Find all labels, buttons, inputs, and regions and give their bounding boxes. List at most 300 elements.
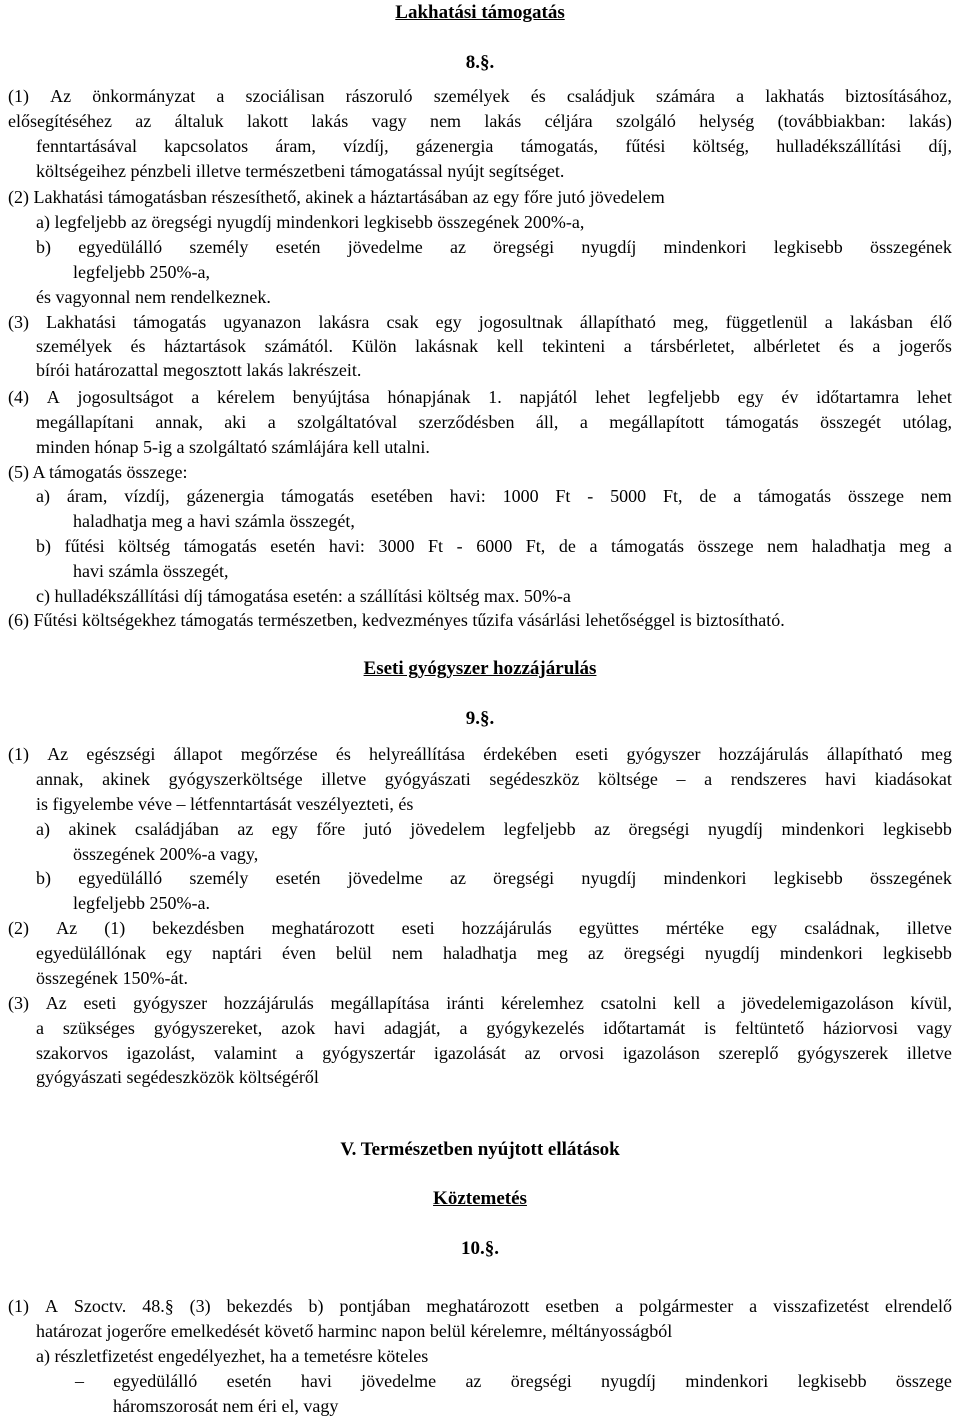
word: A [46, 387, 60, 407]
word: összege [895, 1371, 952, 1391]
word: az [594, 819, 611, 839]
word: öregségi [510, 1371, 572, 1391]
paragraph-line [8, 385, 952, 410]
word: kérelem [217, 387, 275, 407]
list-item-b [36, 534, 952, 559]
word: szolgáltatóval [297, 412, 398, 432]
word: év [781, 387, 799, 407]
word: egy [737, 387, 764, 407]
word: az [449, 868, 466, 888]
word: mindenkori [663, 237, 747, 257]
word: – [75, 1371, 84, 1391]
list-item-a: a) legfeljebb az öregségi nyugdíj mindenkori legkisebb összegének 200%-a, [36, 212, 585, 232]
word: Az [56, 918, 78, 938]
list-item-b [36, 866, 952, 891]
word: hónapjának [387, 387, 471, 407]
list-item-a [36, 817, 952, 842]
word: az [465, 1371, 482, 1391]
word: egy [751, 918, 778, 938]
word: nyugdíj [581, 237, 637, 257]
word: a [733, 486, 742, 506]
paragraph-line [36, 334, 952, 359]
word: a [267, 412, 276, 432]
word: haladhatja [442, 943, 517, 963]
word: eseti [401, 918, 435, 938]
section-10-number: 10.§. [461, 1238, 499, 1259]
word: legkisebb [773, 868, 843, 888]
word: meghatározott [426, 1296, 530, 1316]
word: nem [920, 486, 952, 506]
word: megállapított [609, 412, 705, 432]
word: egyedülálló [78, 237, 163, 257]
word: és [335, 744, 351, 764]
word: hozzájárulás [461, 918, 552, 938]
word: gyógyszerek [797, 1043, 889, 1063]
paragraph-line [36, 767, 952, 792]
section-10-title: Köztemetés [433, 1188, 527, 1209]
paragraph-line [8, 109, 952, 134]
word: a [824, 312, 833, 332]
word: naptári [211, 943, 262, 963]
word: a [623, 336, 632, 356]
word: egyedülálló [113, 1371, 198, 1391]
word: az [237, 819, 254, 839]
word: Ft [555, 486, 571, 506]
word: és [530, 86, 546, 106]
word: gyógyszereket, [153, 1018, 263, 1038]
word: biztosításához, [845, 86, 952, 106]
word: a [704, 769, 713, 789]
word: állapítható [826, 744, 903, 764]
word: egészségi [86, 744, 156, 764]
word: vízdíj, [124, 486, 170, 506]
word: bekezdés [226, 1296, 293, 1316]
word: albérletet [753, 336, 821, 356]
paragraph-line: haladhatja meg a havi számla összegét, [73, 511, 355, 531]
word: Az [50, 86, 72, 106]
word: havi [334, 1018, 366, 1038]
word: Az [47, 744, 69, 764]
word: lakásban [849, 312, 913, 332]
paragraph-line: legfeljebb 250%-a. [73, 893, 210, 913]
paragraph-line: határozat jogerőre emelkedését követő harminc napon belül kérelemre, méltányosságból [36, 1321, 673, 1341]
word: illetve [321, 769, 367, 789]
word: igazolást, [126, 1043, 196, 1063]
word: a [191, 387, 200, 407]
word: öregségi [493, 237, 555, 257]
paragraph-line [8, 991, 952, 1016]
word: segédeszköz [489, 769, 580, 789]
word: nem [767, 536, 799, 556]
word: a [736, 86, 745, 106]
word: (3) [189, 1296, 211, 1316]
word: mindenkori [779, 943, 863, 963]
dash-list-item [75, 1369, 952, 1394]
word: gyógyszertár [322, 1043, 416, 1063]
paragraph-line: összegének 200%-a vagy, [73, 844, 259, 864]
word: elősegítéséhez [8, 111, 112, 131]
word: jövedelme [347, 868, 423, 888]
word: (1) [8, 1296, 29, 1316]
word: jogosultságot [77, 387, 174, 407]
word: (2) [8, 918, 29, 938]
word: lehet [595, 387, 631, 407]
word: esetén [270, 536, 316, 556]
section-9-number: 9.§. [465, 708, 495, 729]
word: személyek [433, 86, 510, 106]
paragraph-line: gyógyászati segédeszközök költségéről [36, 1067, 319, 1087]
word: egy [271, 819, 298, 839]
word: (1) [104, 918, 126, 938]
paragraph-line [8, 310, 952, 335]
word: b) [36, 237, 51, 257]
word: (továbbiakban: [777, 111, 886, 131]
word: csak [386, 312, 419, 332]
word: (1) [8, 744, 29, 764]
word: 1000 [502, 486, 539, 506]
word: 3000 [378, 536, 415, 556]
word: áll, [535, 412, 559, 432]
paragraph-line [36, 1016, 952, 1041]
word: bekezdésben [152, 918, 245, 938]
word: rászoruló [345, 86, 413, 106]
word: nyugdíj [581, 868, 637, 888]
word: együttes [578, 918, 639, 938]
word: - [587, 486, 594, 506]
word: céljára [544, 111, 593, 131]
word: havi [825, 769, 857, 789]
word: áram, [275, 136, 316, 156]
word: meg [921, 744, 952, 764]
section-9-title: Eseti gyógyszer hozzájárulás [363, 658, 597, 679]
word: családnak, [804, 918, 880, 938]
word: szakorvos [36, 1043, 108, 1063]
word: legkisebb [882, 943, 952, 963]
word: lakott [246, 111, 288, 131]
paragraph-line: összegének 150%-át. [36, 968, 188, 988]
word: b) [36, 868, 51, 888]
word: mindenkori [781, 819, 865, 839]
word: társbérletet, [650, 336, 735, 356]
section-8-title: Lakhatási támogatás [395, 2, 565, 23]
word: támogatás, [520, 136, 599, 156]
section-8-number: 8.§. [465, 52, 495, 73]
word: legkisebb [797, 1371, 867, 1391]
word: benyújtása [292, 387, 370, 407]
word: meg [899, 536, 931, 556]
word: nem [429, 111, 461, 131]
word: mértéke [666, 918, 724, 938]
word: egyedülálló [78, 868, 163, 888]
word: a [295, 1043, 304, 1063]
word: illetve [906, 918, 952, 938]
word: a [749, 1296, 758, 1316]
word: havi [300, 1371, 332, 1391]
word: legkisebb [882, 819, 952, 839]
word: aki [224, 412, 247, 432]
word: 1. [488, 387, 502, 407]
word: meg [536, 943, 568, 963]
word: a [943, 536, 952, 556]
word: öregségi [493, 868, 555, 888]
word: akinek [68, 819, 117, 839]
word: (3) [8, 312, 29, 332]
word: állapot [173, 744, 223, 764]
word: egy [165, 943, 192, 963]
word: támogatás [725, 412, 799, 432]
word: kell [673, 993, 701, 1013]
word: pontjában [339, 1296, 411, 1316]
word: Külön [351, 336, 397, 356]
word: rendszeres [730, 769, 807, 789]
word: belül [335, 943, 372, 963]
word: megállapítása [330, 993, 430, 1013]
word: időtartamát [603, 1018, 686, 1038]
word: összegének [869, 868, 952, 888]
word: a) [36, 486, 50, 506]
word: elrendelő [885, 1296, 952, 1316]
word: személy [189, 237, 249, 257]
word: a [36, 1018, 44, 1038]
word: támogatás [281, 486, 355, 506]
word: jutó [363, 819, 392, 839]
word: a [717, 993, 726, 1013]
word: támogatás [758, 486, 832, 506]
word: öregségi [623, 943, 685, 963]
word: gyógyszer [133, 993, 208, 1013]
word: A [44, 1296, 58, 1316]
word: csatolni [600, 993, 657, 1013]
word: összege [697, 536, 754, 556]
word: hulladékszállítási [776, 136, 902, 156]
word: Szoctv. [73, 1296, 127, 1316]
word: a [589, 536, 598, 556]
word: legfeljebb [503, 819, 576, 839]
word: egyedülállónak [36, 943, 146, 963]
chapter-5-title: V. Természetben nyújtott ellátások [340, 1139, 620, 1160]
word: vagy [916, 1018, 952, 1038]
word: szociálisan [245, 86, 325, 106]
word: 6000 [476, 536, 513, 556]
word: kérelemhez [500, 993, 584, 1013]
word: jövedelme [361, 1371, 437, 1391]
word: családjában [134, 819, 219, 839]
list-item-c: c) hulladékszállítási díj támogatása esetén: a szállítási költség max. 50%-a [36, 586, 571, 606]
word: lakás [311, 111, 349, 131]
word: vagy [371, 111, 407, 131]
word: visszafizetést [773, 1296, 870, 1316]
word: önkormányzat [92, 86, 196, 106]
word: esetében [370, 486, 433, 506]
word: támogatás [611, 536, 684, 556]
word: legfeljebb [647, 387, 720, 407]
word: költsége [597, 769, 658, 789]
word: támogatás [183, 536, 257, 556]
word: orvosi [559, 1043, 605, 1063]
word: áram, [66, 486, 108, 506]
word: számára [656, 86, 715, 106]
word: költség, [692, 136, 750, 156]
paragraph-line: havi számla összegét, [73, 561, 229, 581]
word: b) [308, 1296, 324, 1316]
word: a [872, 336, 881, 356]
word: Lakhatási [46, 312, 117, 332]
word: nem [391, 943, 423, 963]
paragraph-line: háromszorosát nem éri el, vagy [113, 1396, 339, 1416]
list-item-a: a) részletfizetést engedélyezhet, ha a temetésre köteles [36, 1346, 429, 1366]
paragraph-line [8, 84, 952, 109]
word: összegét [820, 412, 882, 432]
word: mindenkori [663, 868, 747, 888]
word: jövedelemigazoláson [741, 993, 894, 1013]
word: haladhatja [811, 536, 886, 556]
word: az [135, 111, 152, 131]
word: kell [496, 336, 524, 356]
word: eseti [83, 993, 117, 1013]
word: egy [435, 312, 462, 332]
list-item-a [36, 484, 952, 509]
word: gyógyászati [384, 769, 471, 789]
word: azok [281, 1018, 316, 1038]
word: (3) [8, 993, 29, 1013]
word: utólag, [902, 412, 952, 432]
word: összege [847, 486, 904, 506]
word: eseti [575, 744, 609, 764]
word: igazoláson [622, 1043, 700, 1063]
list-item-b [36, 235, 952, 260]
paragraph-line [8, 1294, 952, 1319]
word: időtartamra [816, 387, 900, 407]
word: a [216, 86, 225, 106]
word: és [130, 336, 146, 356]
word: meghatározott [271, 918, 375, 938]
word: esetén [275, 868, 321, 888]
word: élő [929, 312, 952, 332]
word: lakás) [908, 111, 952, 131]
word: esetén [275, 237, 321, 257]
word: megőrzése [240, 744, 318, 764]
word: havi: [449, 486, 486, 506]
word: Ft [428, 536, 444, 556]
word: 48.§ [142, 1296, 174, 1316]
paragraph-line: és vagyonnal nem rendelkeznek. [36, 287, 271, 307]
word: lakás [484, 111, 522, 131]
word: díj, [928, 136, 952, 156]
word: szolgáló [615, 111, 676, 131]
word: (4) [8, 387, 29, 407]
paragraph-line [8, 742, 952, 767]
word: ugyanazon [223, 312, 302, 332]
word: személyek [36, 336, 112, 356]
word: de [699, 486, 717, 506]
word: polgármester [639, 1296, 734, 1316]
word: fűtési [64, 536, 105, 556]
word: - [456, 536, 463, 556]
word: lakásra [318, 312, 370, 332]
word: feltüntető [735, 1018, 805, 1038]
word: nyugdíj [704, 943, 760, 963]
word: gyógyszerköltsége [168, 769, 303, 789]
word: lehet [916, 387, 952, 407]
word: érdekében [483, 744, 558, 764]
word: kiadásokat [874, 769, 952, 789]
word: Ft, [663, 486, 683, 506]
word: éven [281, 943, 316, 963]
word: szerződésben [418, 412, 515, 432]
word: számától. [264, 336, 334, 356]
word: öregségi [628, 819, 690, 839]
word: az [449, 237, 466, 257]
word: összegének [869, 237, 952, 257]
word: kapcsolatos [164, 136, 249, 156]
word: tekinteni [542, 336, 606, 356]
word: mindenkori [685, 1371, 769, 1391]
word: nyugdíj [601, 1371, 657, 1391]
word: háziorvosi [823, 1018, 898, 1038]
word: és [838, 336, 854, 356]
word: adagját, [384, 1018, 441, 1038]
word: általuk [174, 111, 224, 131]
word: meg, [673, 312, 709, 332]
word: gyógykezelés [486, 1018, 585, 1038]
word: az [587, 943, 604, 963]
word: is [704, 1018, 717, 1038]
word: jogosultnak [478, 312, 563, 332]
word: hozzájárulás [223, 993, 314, 1013]
paragraph-line [36, 134, 952, 159]
word: vízdíj, [343, 136, 389, 156]
word: kívül, [910, 993, 952, 1013]
word: háztartások [164, 336, 247, 356]
word: jogerős [898, 336, 952, 356]
word: illetve [906, 1043, 952, 1063]
word: főre [316, 819, 346, 839]
word: jövedelem [410, 819, 486, 839]
paragraph-line [36, 410, 952, 435]
word: állapítható [579, 312, 656, 332]
word: de [558, 536, 576, 556]
word: megállapítani [36, 412, 134, 432]
word: 5000 [610, 486, 647, 506]
word: akinek [102, 769, 151, 789]
word: gázenergia [415, 136, 494, 156]
word: valamint [213, 1043, 277, 1063]
paragraph-line: is figyelembe véve – létfenntartását veszélyezteti, és [36, 794, 414, 814]
paragraph-line [36, 1041, 952, 1066]
word: a) [36, 819, 50, 839]
word: b) [36, 536, 51, 556]
word: iránti [446, 993, 485, 1013]
word: a [459, 1018, 468, 1038]
word: havi: [328, 536, 365, 556]
word: Ft, [525, 536, 546, 556]
word: gyógyszer [626, 744, 701, 764]
word: lakásnak [415, 336, 479, 356]
word: lakhatás [765, 86, 825, 106]
word: – [676, 769, 686, 789]
paragraph-line: (6) Fűtési költségekhez támogatás természetben, kedvezményes tűzifa vásárlási lehetőséggel is biztosítható. [8, 610, 785, 630]
word: jövedelme [347, 237, 423, 257]
word: nyugdíj [707, 819, 763, 839]
word: napjától [519, 387, 578, 407]
word: esetben [545, 1296, 600, 1316]
word: helyreállítása [369, 744, 465, 764]
word: Az [45, 993, 67, 1013]
word: esetén [226, 1371, 272, 1391]
word: szükséges [62, 1018, 135, 1038]
word: szereplő [718, 1043, 779, 1063]
word: családjuk [566, 86, 635, 106]
